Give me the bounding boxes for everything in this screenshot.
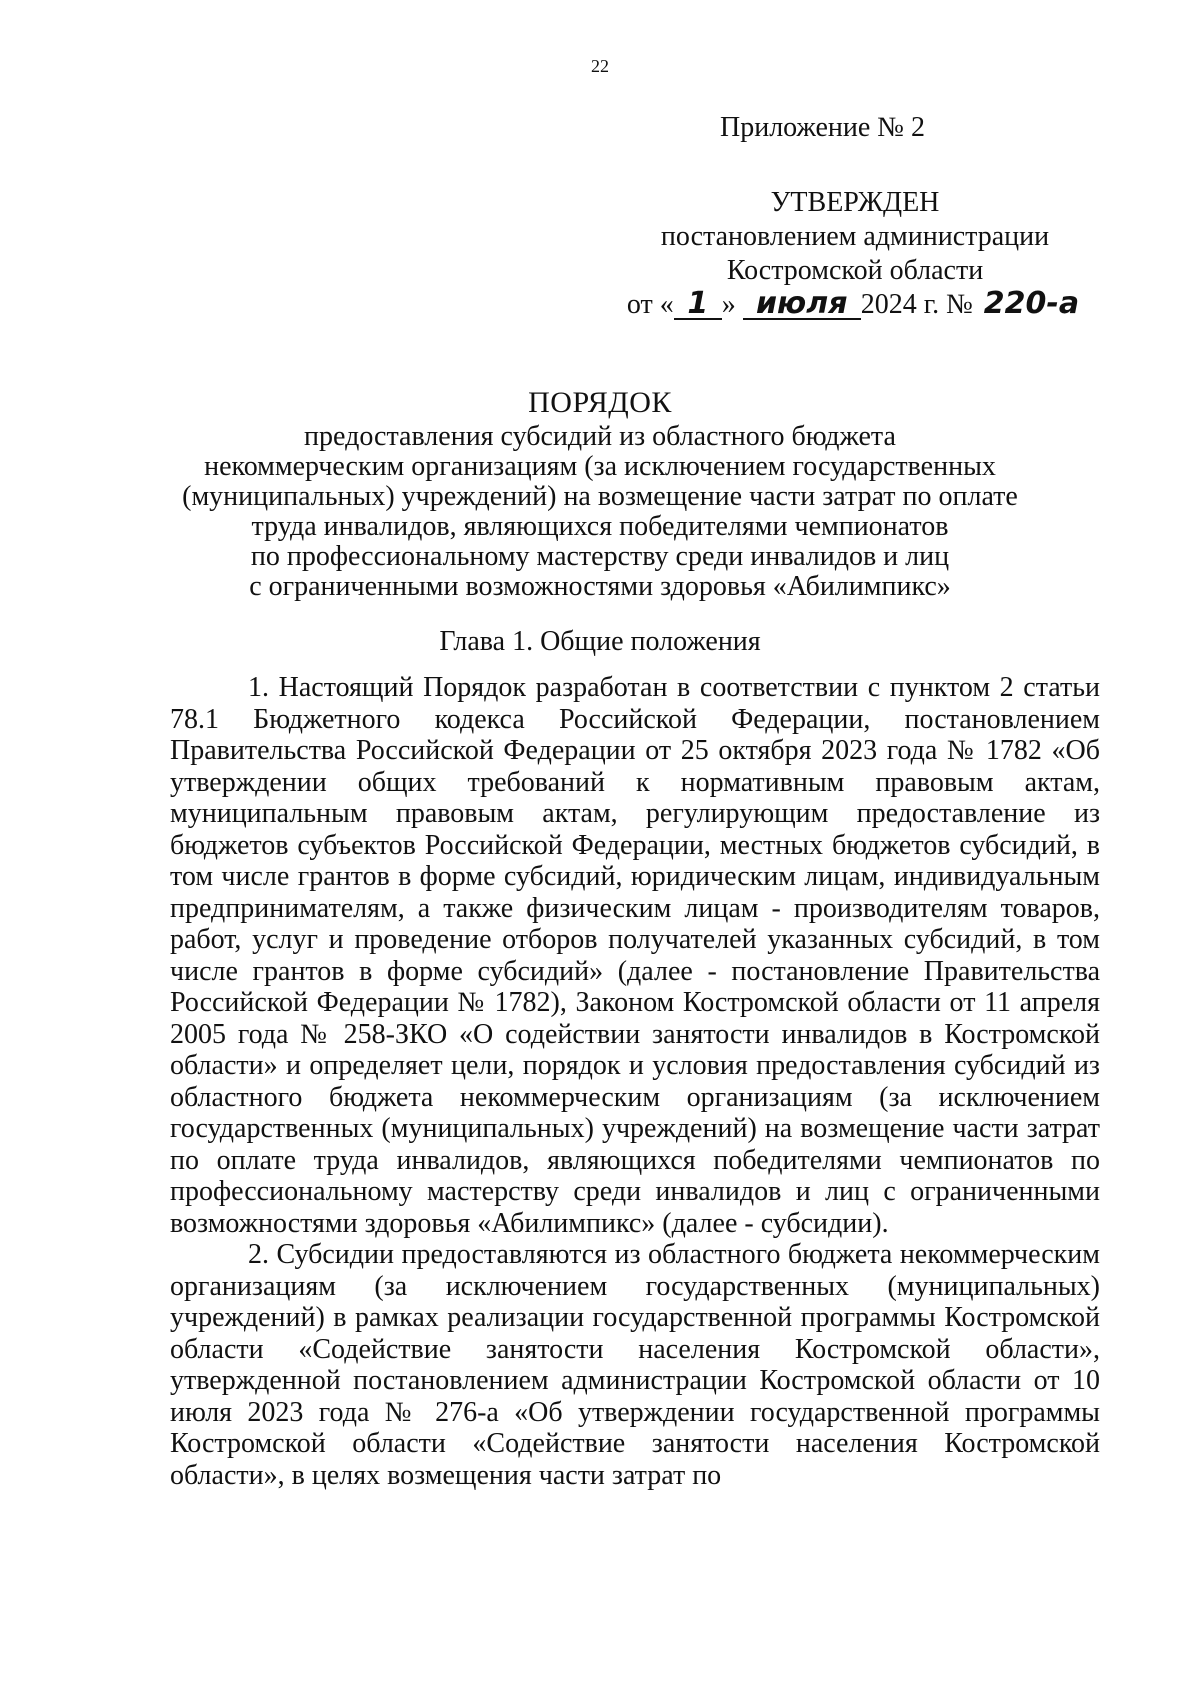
approval-line-1: постановлением администрации [660, 221, 1050, 252]
title-line: труда инвалидов, являющихся победителями чемпионатов [251, 511, 949, 542]
title-line: предоставления субсидий из областного бюджета [304, 421, 896, 452]
page-number: 22 [591, 56, 609, 76]
paragraph-1: 1. Настоящий Порядок разработан в соответствии с пунктом 2 статьи 78.1 Бюджетного кодекса Российской Федерации, постановлением Правительства Российской Федерации от 25 октября 2023 года № 1782 «Об утверждении общих требований к нормативным правовым актам, муниципальным правовым актам, регулирующим предоставление из бюджетов субъектов Российской Федерации, местных бюджетов субсидий, в том числе грантов в форме субсидий, юридическим лицам, индивидуальным предпринимателям, а также физическим лицам - производителям товаров, работ, услуг и проведение отборов получателей указанных субсидий, в том числе грантов в форме субсидий» (далее - постановление Правительства Российской Федерации № 1782), Законом Костромской области от 11 апреля 2005 года № 258-ЗКО «О содействии занятости инвалидов в Костромской области» и определяет цели, порядок и условия предоставления субсидий из областного бюджета некоммерческим организациям (за исключением государственных (муниципальных) учреждений) на возмещение части затрат по оплате труда инвалидов, являющихся победителями чемпионатов по профессиональному мастерству среди инвалидов и лиц с ограниченными возможностями здоровья «Абилимпикс» (далее - субсидии). [170, 672, 1100, 1239]
document-title: ПОРЯДОК [528, 386, 672, 419]
chapter-heading: Глава 1. Общие положения [439, 626, 761, 657]
appendix-label: Приложение № 2 [720, 112, 925, 143]
document-title-block [150, 388, 1050, 602]
document-body [170, 672, 1100, 1491]
title-line: (муниципальных) учреждений) на возмещение части затрат по оплате [182, 481, 1018, 512]
approval-date-line [620, 288, 1090, 322]
paragraph-2: 2. Субсидии предоставляются из областного бюджета некоммерческим организациям (за исключением государственных (муниципальных) учреждений) в рамках реализации государственной программы Костромской области «Содействие занятости населения Костромской области», утвержденной постановлением администрации Костромской области от 10 июля 2023 года № 276-а «Об утверждении государственной программы Костромской области «Содействие занятости населения Костромской области», в целях возмещения части затрат по [170, 1239, 1100, 1491]
handwritten-month: июля [743, 290, 861, 320]
approval-line-2: Костромской области [726, 255, 984, 286]
date-year: 2024 г. № [860, 289, 973, 320]
date-mid: » [721, 289, 736, 320]
date-prefix: от « [626, 289, 674, 320]
handwritten-day: 1 [674, 290, 722, 320]
approval-heading: УТВЕРЖДЕН [770, 187, 940, 218]
title-line: по профессиональному мастерству среди инвалидов и лиц [250, 541, 950, 572]
handwritten-number: 220-а [983, 286, 1080, 321]
title-line: некоммерческим организациям (за исключением государственных [204, 451, 996, 482]
title-line: с ограниченными возможностями здоровья «Абилимпикс» [249, 571, 951, 602]
approval-block [620, 186, 1090, 322]
